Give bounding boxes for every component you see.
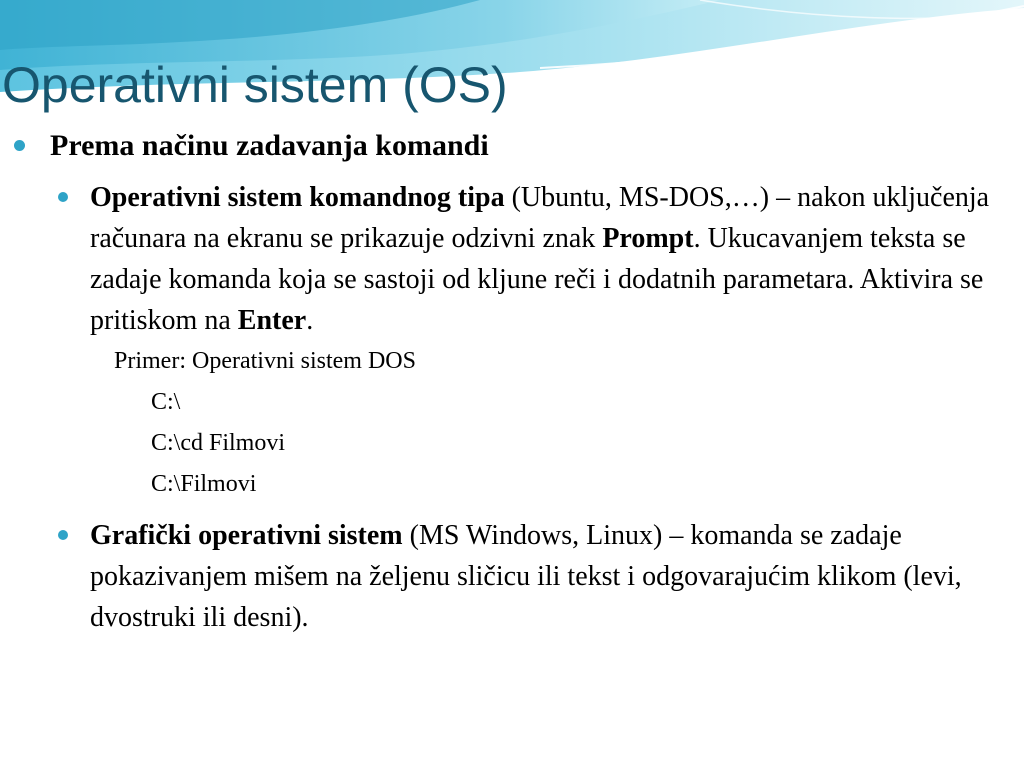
enter-term: Enter (237, 305, 307, 336)
level1-text: Prema načinu zadavanja komandi (50, 129, 489, 162)
graphic-os-heading: Grafički operativni sistem (90, 520, 403, 551)
example-line: C:\ (151, 389, 181, 415)
example-label: Primer: Operativni sistem DOS (114, 348, 416, 374)
bullet-icon (58, 192, 68, 202)
command-os-text: (Ubuntu, MS-DOS,…) – nakon uključenja računara na ekranu se prikazuje odzivni znak (90, 182, 990, 254)
list-item-graphic-os (0, 515, 1024, 638)
command-os-text-2: . Ukucavanjem teksta se zadaje komanda koja se sastoji od kljune reči i dodatnih parametara. Aktivira se pritiskom na (90, 223, 984, 336)
prompt-term: Prompt (602, 223, 694, 254)
slide-body (0, 126, 1024, 638)
list-item-level1 (0, 126, 1024, 166)
example-line: C:\cd Filmovi (151, 430, 286, 456)
command-os-text-3: . (306, 305, 314, 336)
slide-title: Operativni sistem (OS) (2, 57, 508, 113)
command-os-heading: Operativni sistem komandnog tipa (90, 182, 505, 213)
bullet-icon (58, 530, 68, 540)
graphic-os-text: (MS Windows, Linux) – komanda se zadaje pokazivanjem mišem na željenu sličicu ili tekst i odgovarajućim klikom (levi, dvostruki ili desni). (90, 520, 962, 633)
example-line: C:\Filmovi (151, 471, 257, 497)
list-item-command-os (0, 177, 1024, 341)
bullet-icon (14, 140, 25, 151)
